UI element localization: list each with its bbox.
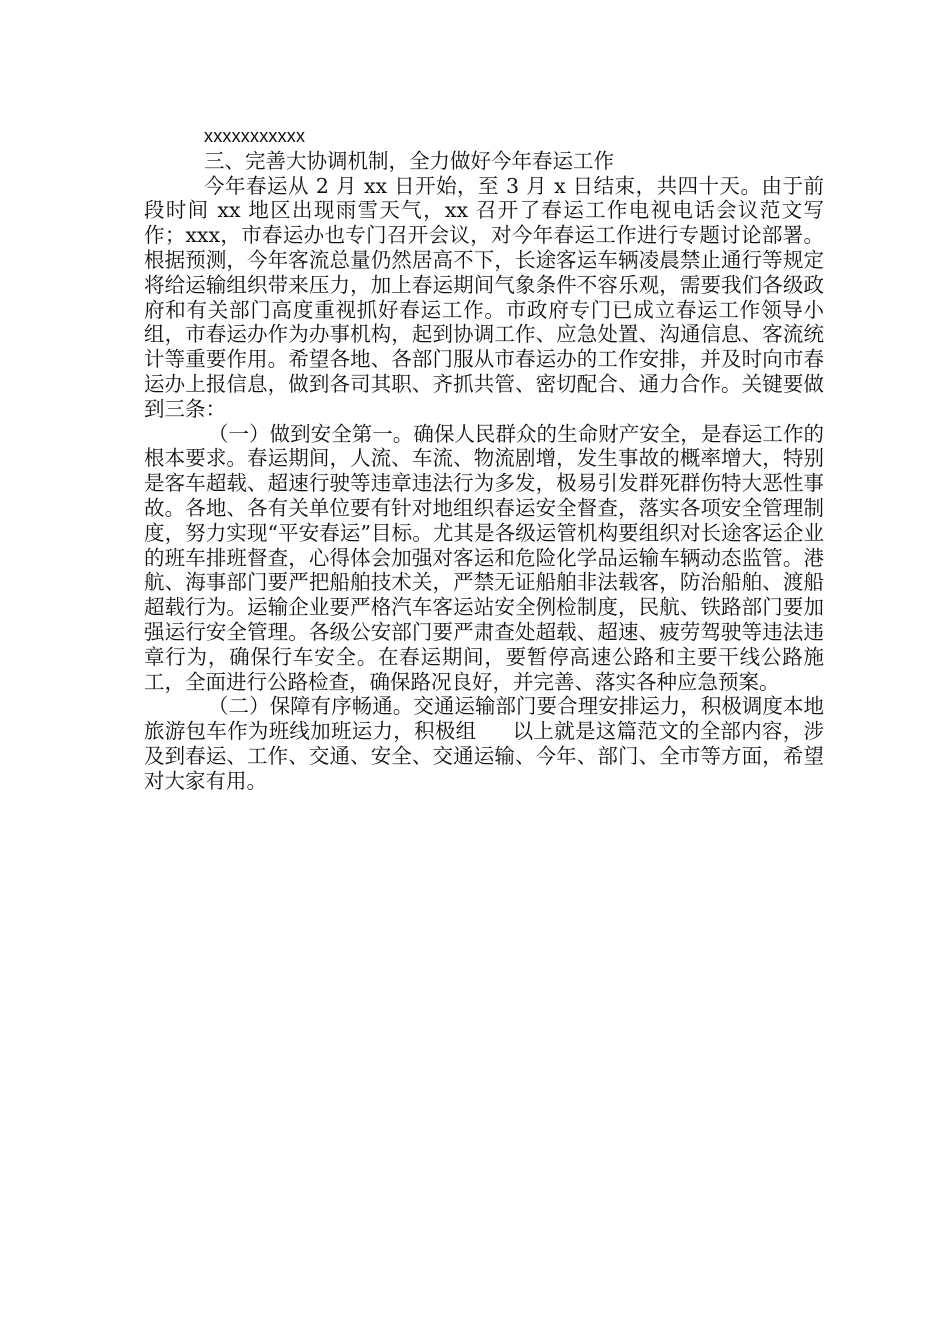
paragraph-safety-first: （一）做到安全第一。确保人民群众的生命财产安全，是春运工作的根本要求。春运期间，人流、车流、物流剧增，发生事故的概率增大，特别是客车超载、超速行驶等违章违法行为多发，极易引发群死群伤特大恶性事故。各地、各有关单位要有针对地组织春运安全督查，落实各项安全管理制度，努力实现“平安春运”目标。尤其是各级运管机构要组织对长途客运企业的班车排班督查，心得体会加强对客运和危险化学品运输车辆动态监管。港航、海事部门要严把船舶技术关，严禁无证船舶非法载客，防治船舶、渡船超载行为。运输企业要严格汽车客运站安全例检制度，民航、铁路部门要加强运行安全管理。各级公安部门要严肃查处超载、超速、疲劳驾驶等违法违章行为，确保行车安全。在春运期间，要暂停高速公路和主要干线公路施工，全面进行公路检查，确保路况良好，并完善、落实各种应急预案。 [144, 421, 824, 694]
section-heading: 三、完善大协调机制，全力做好今年春运工作 [204, 148, 614, 173]
paragraph-intro: 今年春运从 2 月 xx 日开始，至 3 月 x 日结束，共四十天。由于前段时间 xx 地区出现雨雪天气，xx 召开了春运工作电视电话会议范文写作；xxx，市春运办也专门召开会议，对今年春运工作进行专题讨论部署。根据预测，今年客流总量仍然居高不下，长途客运车辆凌晨禁止通行等规定将给运输组织带来压力，加上春运期间气象条件不容乐观，需要我们各级政府和有关部门高度重视抓好春运工作。市政府专门已成立春运工作领导小组，市春运办作为办事机构，起到协调工作、应急处置、沟通信息、客流统计等重要作用。希望各地、各部门服从市春运办的工作安排，并及时向市春运办上报信息，做到各司其职、齐抓共管、密切配合、通力合作。关键要做到三条： [144, 173, 824, 421]
closing-summary-text: 以上就是这篇范文的全部内容，涉及到春运、工作、交通、安全、交通运输、今年、部门、全市等方面，希望对大家有用。 [144, 719, 825, 793]
paragraph-orderly-flow [144, 694, 824, 793]
document-body [144, 124, 824, 794]
document-code-line: xxxxxxxxxxx [204, 126, 306, 146]
paragraph-orderly-flow-text: （二）保障有序畅通。交通运输部门要合理安排运力，积极调度本地旅游包车作为班线加班运力，积极组 [144, 694, 824, 744]
